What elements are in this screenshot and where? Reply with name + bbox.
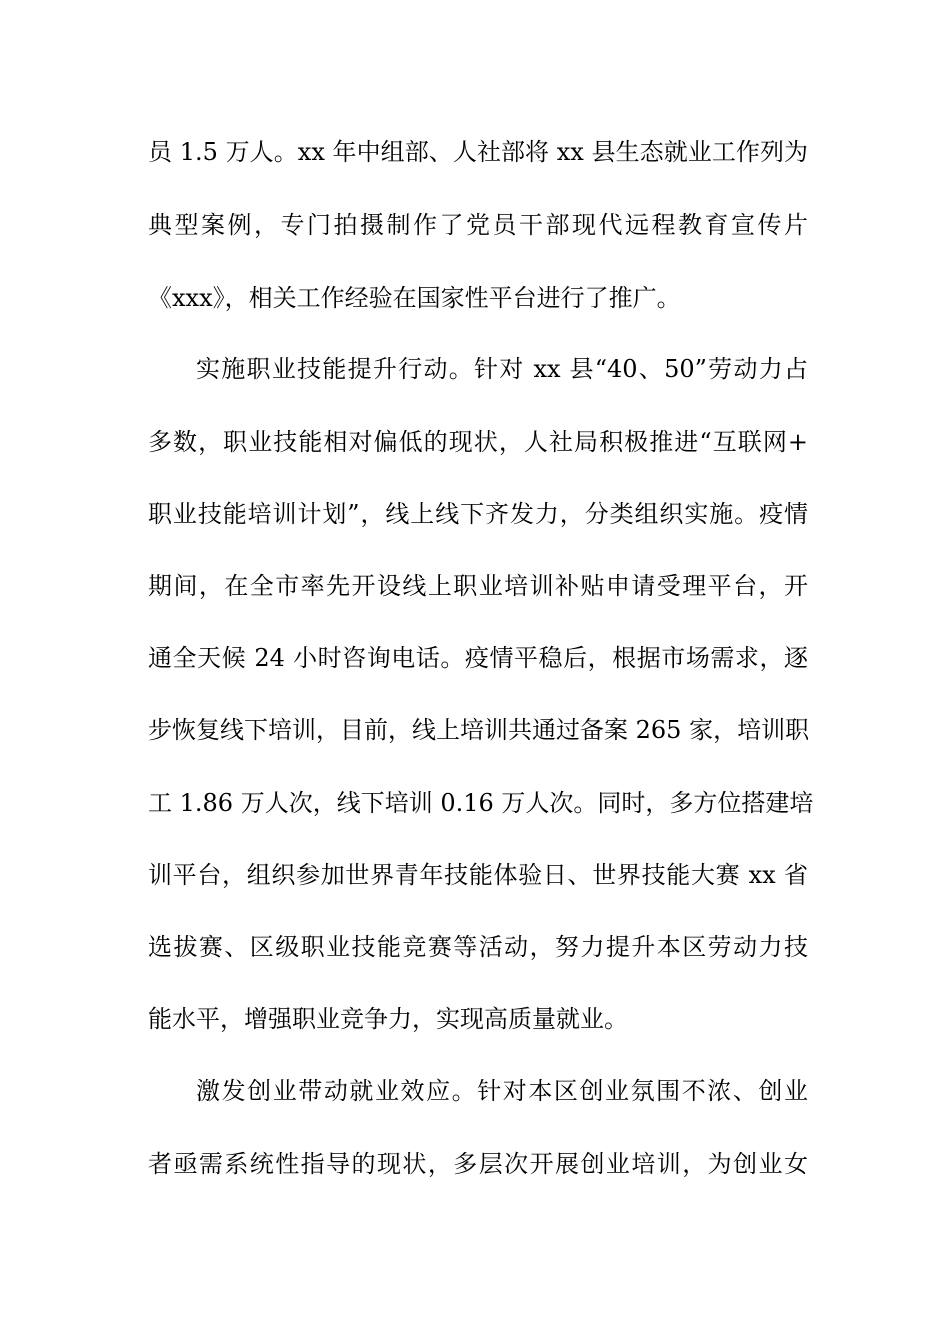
text-line-1: 员 1.5 万人。xx 年中组部、人社部将 xx 县生态就业工作列为 <box>148 138 808 166</box>
text-line-7: 期间，在全市率先开设线上职业培训补贴申请受理平台，开 <box>148 572 808 600</box>
text-line-13: 能水平，增强职业竞争力，实现高质量就业。 <box>148 1005 628 1033</box>
text-line-9: 步恢复线下培训，目前，线上培训共通过备案 265 家，培训职 <box>148 716 810 744</box>
text-line-6: 职业技能培训计划”，线上线下齐发力，分类组织实施。疫情 <box>148 500 808 528</box>
text-line-12: 选拔赛、区级职业技能竞赛等活动，努力提升本区劳动力技 <box>148 933 808 961</box>
text-line-10: 工 1.86 万人次，线下培训 0.16 万人次。同时，多方位搭建培 <box>148 789 814 817</box>
paragraph-heading-entrepreneurship: 激发创业带动就业效应。针对本区创业氛围不浓、创业 <box>196 1077 808 1105</box>
text-line-3: 《xxx》，相关工作经验在国家性平台进行了推广。 <box>148 284 681 312</box>
text-line-5: 多数，职业技能相对偏低的现状，人社局积极推进“互联网+ <box>148 428 808 456</box>
text-line-8: 通全天候 24 小时咨询电话。疫情平稳后，根据市场需求，逐 <box>148 644 808 672</box>
paragraph-heading-skills: 实施职业技能提升行动。针对 xx 县“40、50”劳动力占 <box>196 355 808 383</box>
text-line-2: 典型案例，专门拍摄制作了党员干部现代远程教育宣传片 <box>148 211 808 239</box>
text-line-11: 训平台，组织参加世界青年技能体验日、世界技能大赛 xx 省 <box>148 861 808 889</box>
text-line-15: 者亟需系统性指导的现状，多层次开展创业培训，为创业女 <box>148 1150 808 1178</box>
